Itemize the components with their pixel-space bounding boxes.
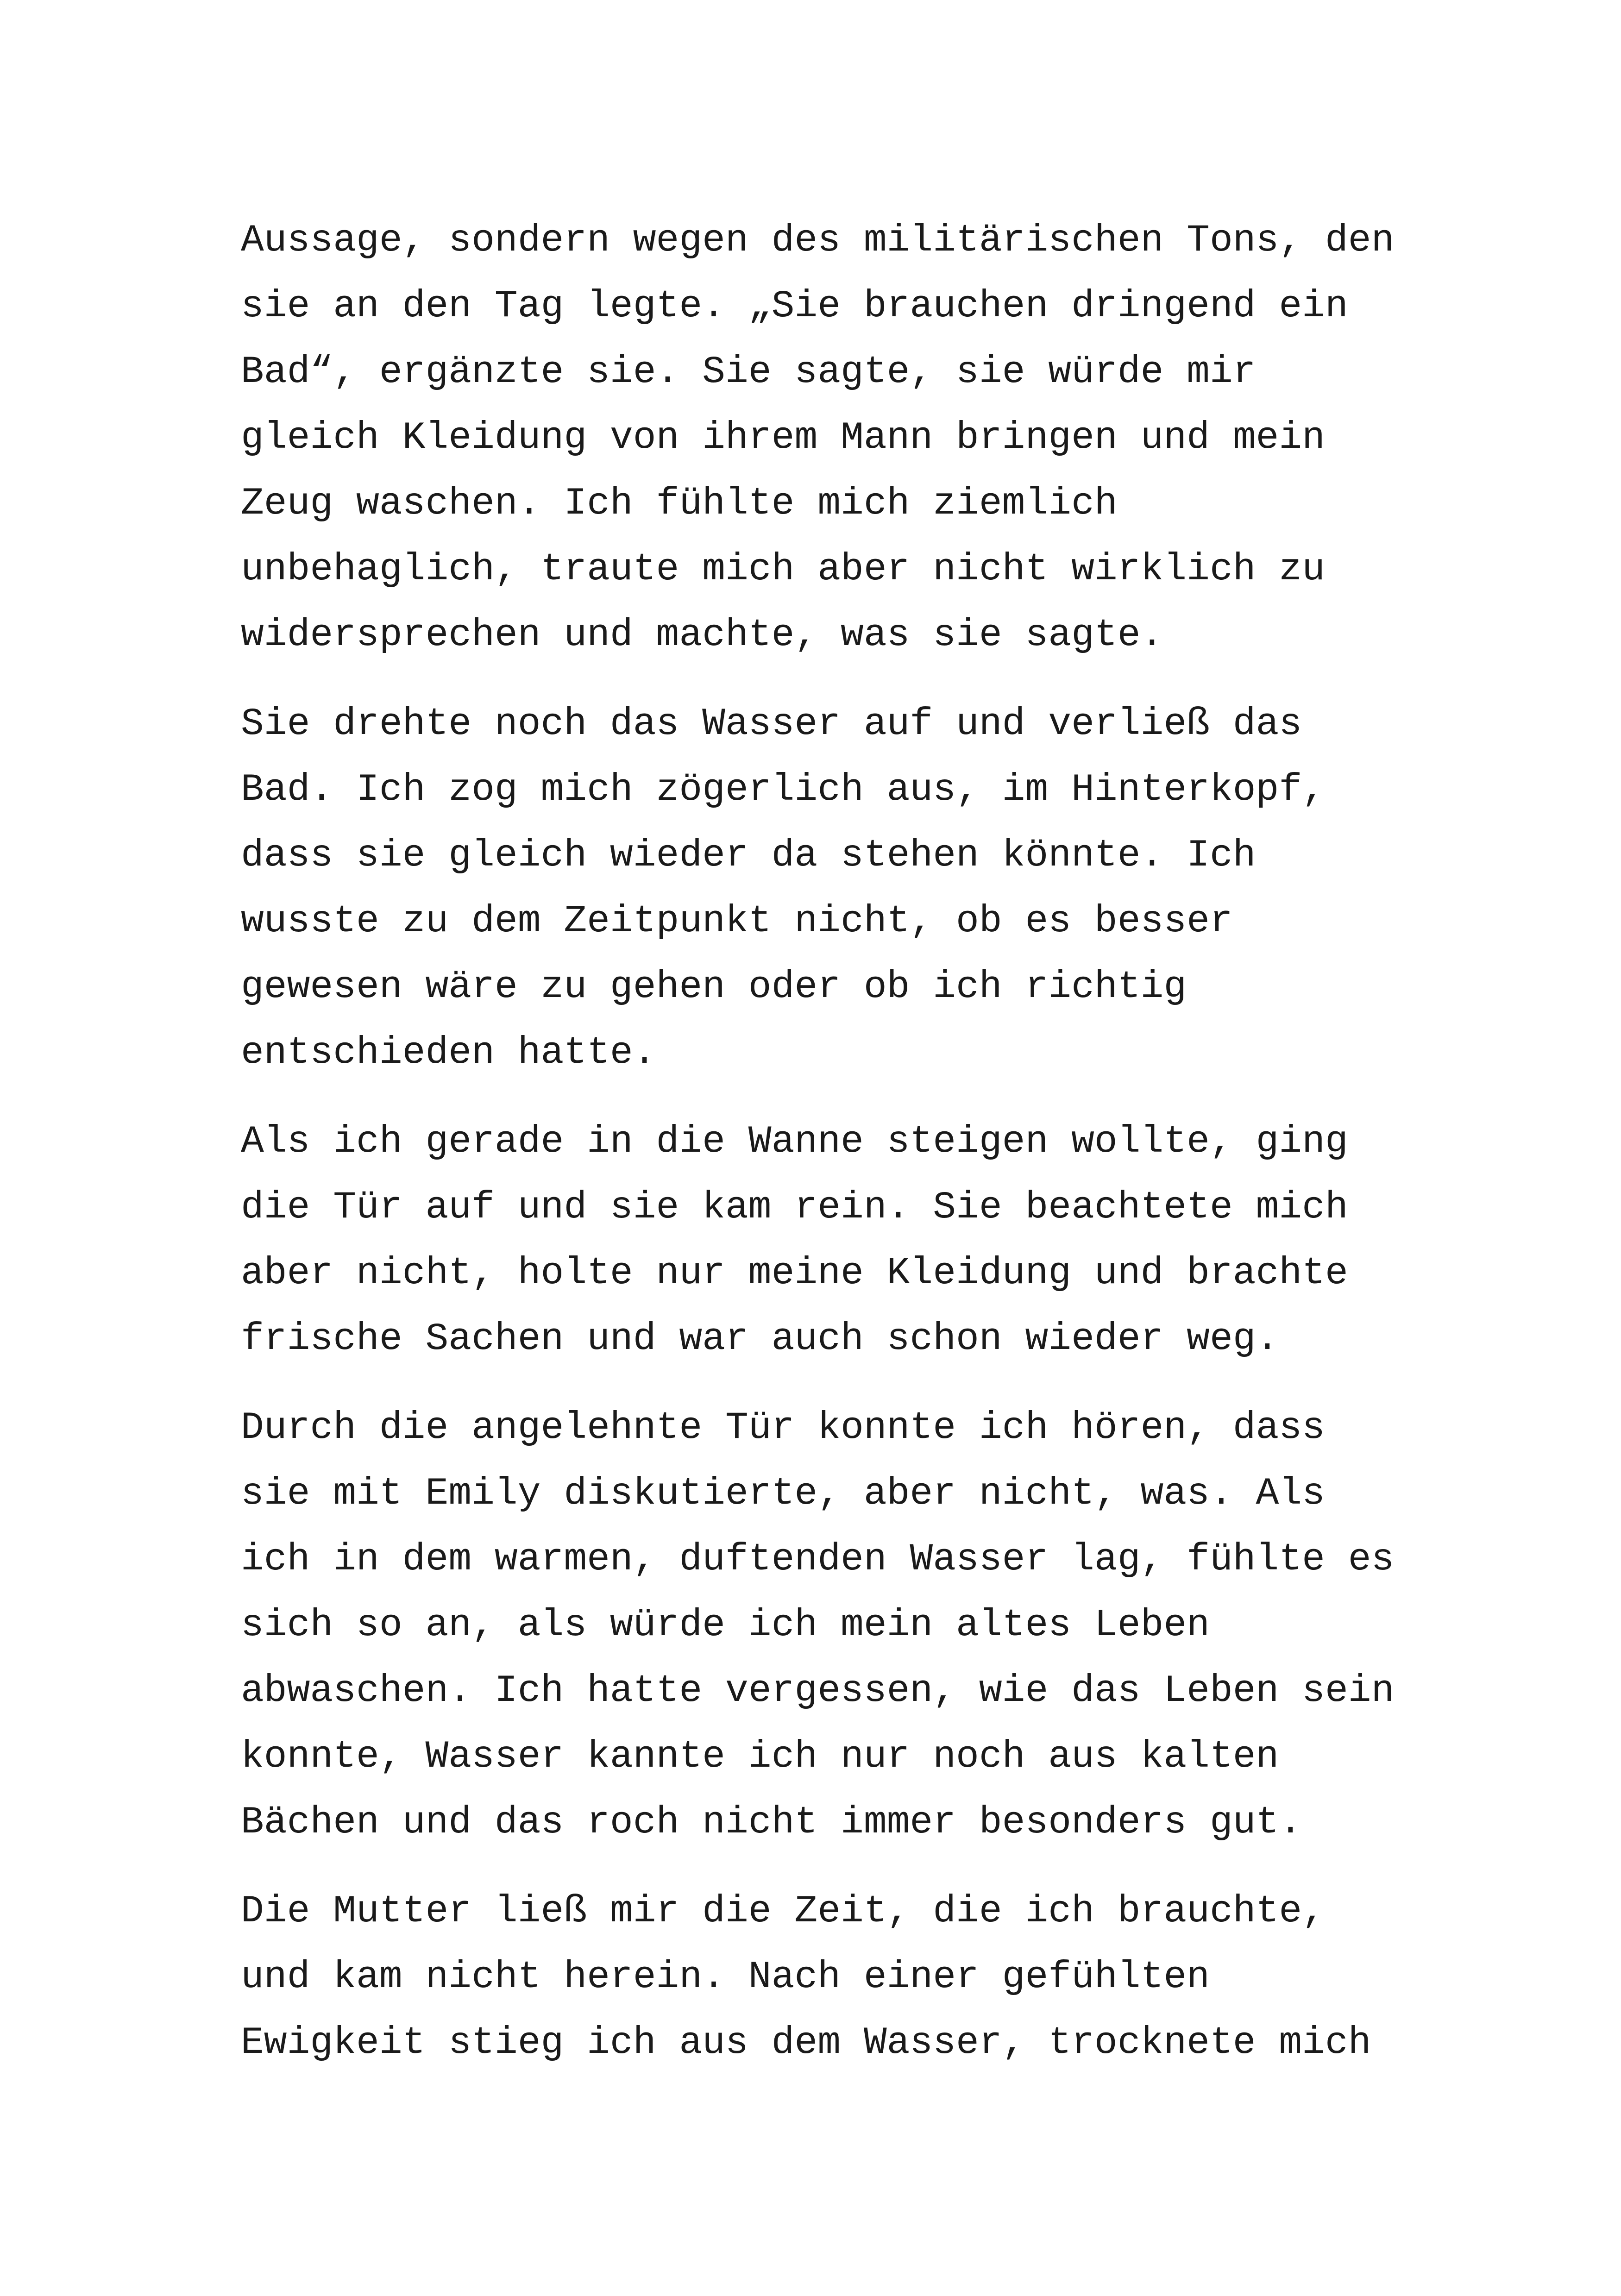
text-line: gleich Kleidung von ihrem Mann bringen und mein bbox=[241, 416, 1325, 459]
text-line: Bächen und das roch nicht immer besonders gut. bbox=[241, 1800, 1302, 1844]
text-line: sich so an, als würde ich mein altes Leben bbox=[241, 1603, 1210, 1647]
paragraph-5 bbox=[241, 1878, 1445, 2076]
text-line: Als ich gerade in die Wanne steigen wollte, ging bbox=[241, 1120, 1348, 1163]
text-line: und kam nicht herein. Nach einer gefühlten bbox=[241, 1955, 1210, 1999]
text-line: gewesen wäre zu gehen oder ob ich richtig bbox=[241, 965, 1187, 1009]
text-line: sie mit Emily diskutierte, aber nicht, was. Als bbox=[241, 1472, 1325, 1515]
text-line: Die Mutter ließ mir die Zeit, die ich brauchte, bbox=[241, 1889, 1325, 1933]
text-line: Sie drehte noch das Wasser auf und verließ das bbox=[241, 702, 1302, 746]
text-line: widersprechen und machte, was sie sagte. bbox=[241, 613, 1164, 657]
text-line: sie an den Tag legte. „Sie brauchen dringend ein bbox=[241, 284, 1348, 328]
paragraph-3 bbox=[241, 1109, 1445, 1372]
text-line: Bad. Ich zog mich zögerlich aus, im Hinterkopf, bbox=[241, 768, 1325, 811]
text-line: Durch die angelehnte Tür konnte ich hören, dass bbox=[241, 1406, 1325, 1449]
text-line: ich in dem warmen, duftenden Wasser lag, fühlte es bbox=[241, 1537, 1395, 1581]
text-line: entschieden hatte. bbox=[241, 1031, 656, 1074]
text-line: dass sie gleich wieder da stehen könnte. Ich bbox=[241, 834, 1256, 877]
document-body bbox=[241, 207, 1445, 2099]
paragraph-2 bbox=[241, 691, 1445, 1085]
text-line: die Tür auf und sie kam rein. Sie beachtete mich bbox=[241, 1186, 1348, 1229]
text-line: frische Sachen und war auch schon wieder weg. bbox=[241, 1317, 1279, 1361]
text-line: Aussage, sondern wegen des militärischen Tons, den bbox=[241, 219, 1395, 262]
text-line: Ewigkeit stieg ich aus dem Wasser, trocknete mich bbox=[241, 2021, 1371, 2064]
text-line: unbehaglich, traute mich aber nicht wirklich zu bbox=[241, 547, 1325, 591]
paragraph-4 bbox=[241, 1395, 1445, 1855]
text-line: Zeug waschen. Ich fühlte mich ziemlich bbox=[241, 482, 1118, 525]
paragraph-1 bbox=[241, 207, 1445, 668]
text-line: abwaschen. Ich hatte vergessen, wie das Leben sein bbox=[241, 1669, 1395, 1713]
text-line: wusste zu dem Zeitpunkt nicht, ob es besser bbox=[241, 899, 1233, 943]
text-line: Bad“, ergänzte sie. Sie sagte, sie würde mir bbox=[241, 350, 1256, 394]
text-line: aber nicht, holte nur meine Kleidung und brachte bbox=[241, 1251, 1348, 1295]
text-line: konnte, Wasser kannte ich nur noch aus kalten bbox=[241, 1735, 1279, 1778]
